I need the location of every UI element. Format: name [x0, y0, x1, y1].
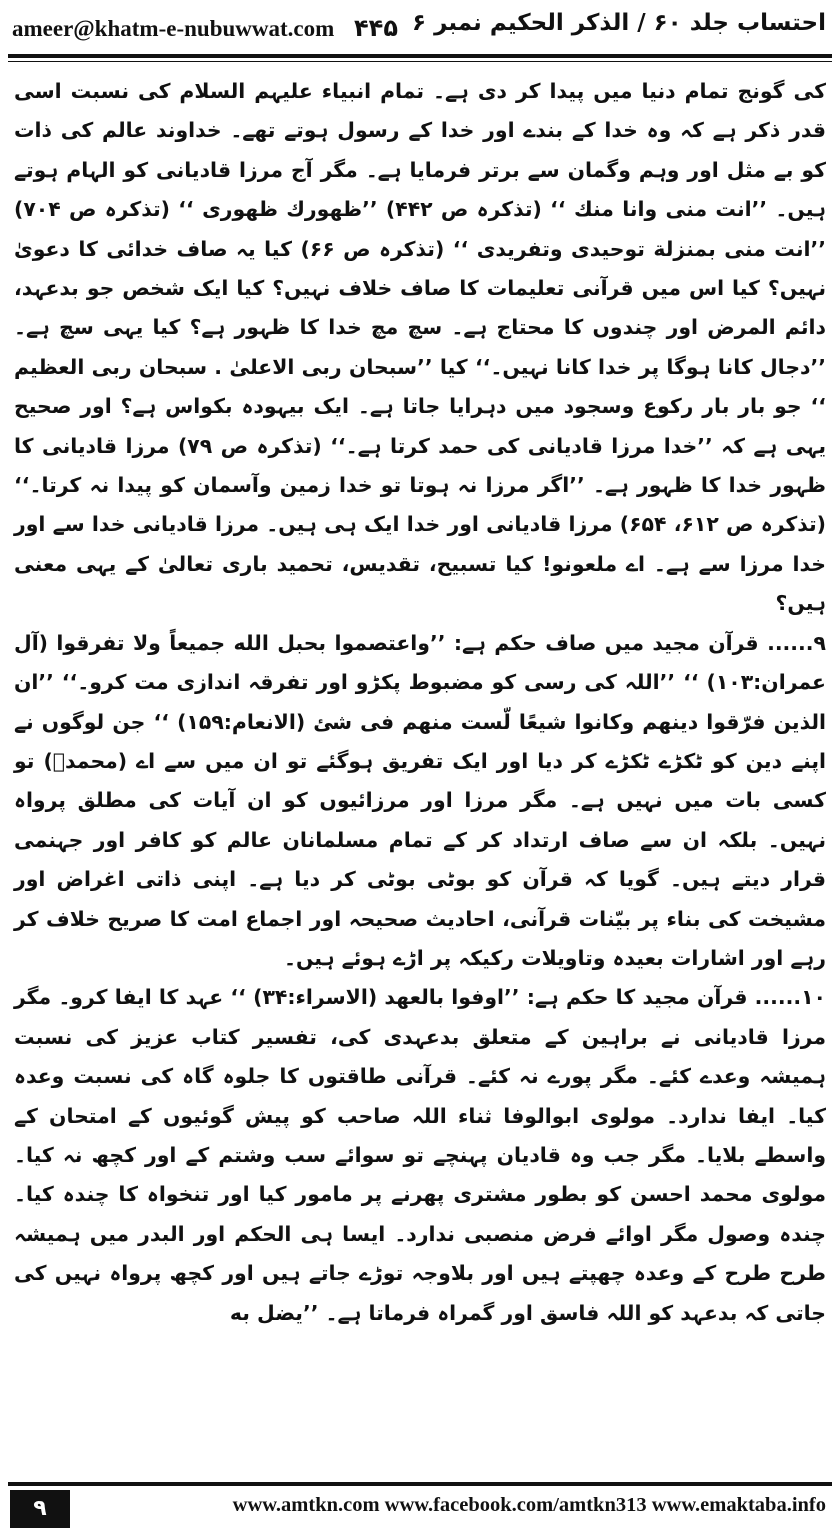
paragraph-item-9: ۹...... قرآن مجید میں صاف حکم ہے: ’’واعتصموا بحبل الله جمیعاً ولا تفرقوا (آل عمران:۱۰۳) ‘‘ ’’اللہ کی رسی کو مضبوط پکڑو اور تفرقہ اندازی مت کرو۔‘‘ ’’ان الذین فرّقوا دینهم وکانوا شیعًا لّست منهم فی شئ (الانعام:۱۵۹) ‘‘ جن لوگوں نے اپنے دین کو ٹکڑے ٹکڑے کر دیا اور ایک تفریق ہوگئے تو ان میں سے اے (محمدؐ) تو کسی بات میں نہیں ہے۔ مگر مرزا اور مرزائیوں کو ان آیات کی مطلق پرواہ نہیں۔ بلکہ ان سے صاف ارتداد کر کے تمام مسلمانان عالم کو کافر اور جہنمی قرار دیتے ہیں۔ گویا کہ قرآن کو بوٹی بوٹی کر دیا ہے۔ اپنی ذاتی اغراض اور مشیخت کی بناء پر بیّنات قرآنی، احادیث صحیحہ اور اجماع امت کا صریح خلاف کر رہے اور اشارات بعیدہ وتاویلات رکیکہ پر اڑے ہوئے ہیں۔ — [14, 630, 826, 970]
header-divider-thin — [8, 61, 832, 62]
footer-website-links: www.amtkn.com www.facebook.com/amtkn313 www.emaktaba.info — [232, 1494, 826, 1516]
footer-divider — [8, 1482, 832, 1486]
footer-folio-number: ۹ — [10, 1490, 70, 1528]
page-body — [14, 72, 826, 1333]
header-page-number: ۴۴۵ — [354, 14, 398, 42]
header-divider-thick — [8, 54, 832, 58]
header-left — [12, 14, 398, 42]
paragraph-item-10: ۱۰...... قرآن مجید کا حکم ہے: ’’اوفوا بالعهد (الاسراء:۳۴) ‘‘ عہد کا ایفا کرو۔ مگر مرزا قادیانی نے براہین کے متعلق بدعہدی کی، تفسیر کتاب عزیز کی نسبت ہمیشہ وعدے کئے۔ مگر پورے نہ کئے۔ قرآنی طاقتوں کا جلوہ گاہ کی نسبت وعدہ کیا۔ ایفا ندارد۔ مولوی ابوالوفا ثناء اللہ صاحب کو پیش گوئیوں کے امتحان کے واسطے بلایا۔ مگر جب وہ قادیان پہنچے تو سوائے سب وشتم کے اور کچھ نہ کیا۔ مولوی محمد احسن کو بطور مشتری پھرنے پر مامور کیا اور تنخواہ کا چندہ کیا۔ چندہ وصول مگر اوائے فرض منصبی ندارد۔ ایسا ہی الحکم اور البدر میں ہمیشہ طرح طرح کے وعدہ چھپتے ہیں اور بلاوجہ توڑے جاتے ہیں اور کچھ پرواہ نہیں کی جاتی کہ بدعہد کو اللہ فاسق اور گمراہ فرماتا ہے۔ ’’یضل به — [14, 985, 826, 1325]
page-footer — [0, 1480, 840, 1540]
page-header — [0, 0, 840, 60]
paragraph-1: کی گونج تمام دنیا میں پیدا کر دی ہے۔ تمام انبیاء علیہم السلام کی نسبت اسی قدر ذکر ہے کہ وہ خدا کے بندے اور خدا کے رسول ہوتے تھے۔ خداوند عالم کی ذات کو بے مثل اور وہم وگمان سے برتر فرمایا ہے۔ مگر آج مرزا قادیانی کو الہام ہوتے ہیں۔ ’’انت منی وانا منك ‘‘ (تذکرہ ص ۴۴۲) ’’ظهورك ظهوری ‘‘ (تذکرہ ص ۷۰۴) ’’انت منی بمنزلة توحیدی وتفریدی ‘‘ (تذکرہ ص ۶۶) کیا یہ صاف خدائی کا دعویٰ نہیں؟ کیا اس میں قرآنی تعلیمات کا صاف خلاف نہیں؟ کیا ایک شخص جو بدعہد، دائم المرض اور چندوں کا محتاج ہے۔ سچ مچ خدا کا ظہور ہے؟ کیا یہی سچ ہے۔ ’’دجال کانا ہوگا پر خدا کانا نہیں۔‘‘ کیا ’’سبحان ربی الاعلیٰ . سبحان ربی العظیم ‘‘ جو بار بار رکوع وسجود میں دہرایا جاتا ہے۔ ایک بیہودہ بکواس ہے؟ اور صحیح یہی ہے کہ ’’خدا مرزا قادیانی کی حمد کرتا ہے۔‘‘ (تذکرہ ص ۷۹) مرزا قادیانی کا ظہور خدا کا ظہور ہے۔ ’’اگر مرزا نہ ہوتا تو خدا زمین وآسمان کو پیدا نہ کرتا۔‘‘ (تذکرہ ص ۶۱۲، ۶۵۴) مرزا قادیانی اور خدا ایک ہی ہیں۔ مرزا قادیانی خدا سے اور خدا مرزا سے ہے۔ اے ملعونو! کیا تسبیح، تقدیس، تحمید باری تعالیٰ کے یہی معنی ہیں؟ — [14, 79, 826, 616]
header-publication-title: احتساب جلد ۶۰ / الذکر الحکیم نمبر ۶ — [412, 10, 826, 36]
header-email: ameer@khatm-e-nubuwwat.com — [12, 16, 335, 41]
